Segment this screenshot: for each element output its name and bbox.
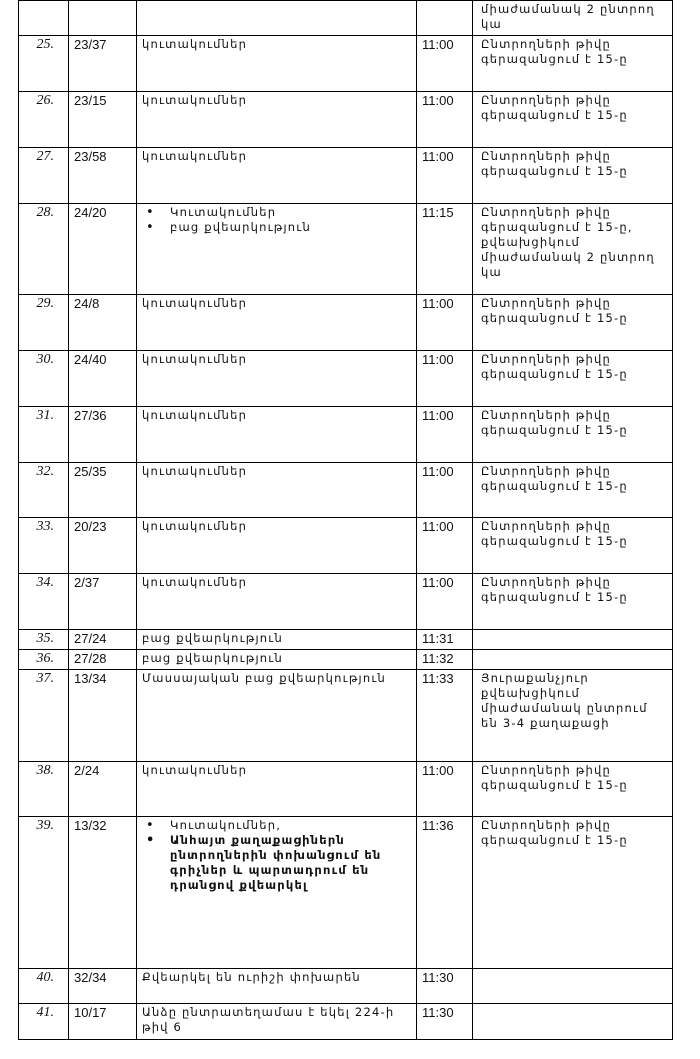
violation-description [137,463,417,518]
note-cell [473,630,673,650]
row-number: 41. [19,1004,69,1040]
row-number: 32. [19,463,69,518]
precinct-code: 2/24 [69,762,137,817]
time-cell: 11:00 [417,148,473,204]
description-text: կուտակումներ [142,763,248,777]
table-row [19,518,673,574]
precinct-code: 24/40 [69,351,137,407]
time-cell: 11:33 [417,670,473,762]
table-row [19,969,673,1004]
bullet-item: • Կուտակումներ [142,205,411,220]
row-number: 28. [19,204,69,295]
row-number: 26. [19,92,69,148]
table-row [19,817,673,969]
precinct-code: 2/37 [69,574,137,630]
table-row [19,630,673,650]
note-cell: Ընտրողների թիվը գերազանցում է 15-ը [473,36,673,92]
row-number: 25. [19,36,69,92]
description-text: Անձը ընտրատեղամաս է եկել 224-ի թիվ 6 [142,1005,395,1034]
violation-description [137,762,417,817]
time-cell: 11:30 [417,1004,473,1040]
row-number: 27. [19,148,69,204]
time-cell: 11:00 [417,351,473,407]
note-cell: Ընտրողների թիվը գերազանցում է 15-ը [473,295,673,351]
precinct-code: 13/32 [69,817,137,969]
time-cell: 11:00 [417,92,473,148]
time-cell: 11:36 [417,817,473,969]
violation-description [137,295,417,351]
time-cell: 11:30 [417,969,473,1004]
violation-description [137,518,417,574]
note-cell: Ընտրողների թիվը գերազանցում է 15-ը [473,92,673,148]
precinct-code: 23/37 [69,36,137,92]
table-row [19,670,673,762]
description-text: Մասսայական բաց քվեարկություն [142,671,387,685]
row-number: 33. [19,518,69,574]
violation-description [137,1004,417,1040]
table-body [19,1,673,1040]
row-number: 37. [19,670,69,762]
table-row [19,650,673,670]
description-text: կուտակումներ [142,93,248,107]
time-cell: 11:00 [417,574,473,630]
violation-description [137,630,417,650]
description-text: կուտակումներ [142,575,248,589]
incident-table [18,0,673,1040]
table-row [19,148,673,204]
precinct-code: 25/35 [69,463,137,518]
note-cell: միաժամանակ 2 ընտրող կա [473,1,673,36]
description-text: կուտակումներ [142,37,248,51]
note-cell: Ընտրողների թիվը գերազանցում է 15-ը [473,351,673,407]
note-cell: Ընտրողների թիվը գերազանցում է 15-ը [473,463,673,518]
time-cell: 11:15 [417,204,473,295]
description-text: կուտակումներ [142,464,248,478]
precinct-code: 27/36 [69,407,137,463]
time-cell: 11:00 [417,36,473,92]
note-cell: Ընտրողների թիվը գերազանցում է 15-ը [473,817,673,969]
description-text: բաց քվեարկություն [142,651,283,665]
precinct-code: 13/34 [69,670,137,762]
precinct-code: 27/24 [69,630,137,650]
row-number: 35. [19,630,69,650]
precinct-code: 24/8 [69,295,137,351]
description-text: կուտակումներ [142,149,248,163]
precinct-code: 20/23 [69,518,137,574]
row-number: 36. [19,650,69,670]
table-row [19,1,673,36]
violation-description [137,574,417,630]
time-cell: 11:00 [417,518,473,574]
violation-description [137,92,417,148]
row-number [19,1,69,36]
row-number: 40. [19,969,69,1004]
time-cell [417,1,473,36]
description-text: կուտակումներ [142,296,248,310]
violation-description [137,670,417,762]
table-row [19,295,673,351]
table-row [19,463,673,518]
row-number: 38. [19,762,69,817]
row-number: 31. [19,407,69,463]
time-cell: 11:00 [417,407,473,463]
table-row [19,762,673,817]
note-cell: Ընտրողների թիվը գերազանցում է 15-ը [473,148,673,204]
bullet-item: • Կուտակումներ, [142,818,411,833]
note-cell: Ընտրողների թիվը գերազանցում է 15-ը, քվեախցիկում միաժամանակ 2 ընտրող կա [473,204,673,295]
note-cell [473,969,673,1004]
description-text: կուտակումներ [142,352,248,366]
precinct-code: 23/15 [69,92,137,148]
violation-description [137,969,417,1004]
note-cell [473,1004,673,1040]
note-cell: Ընտրողների թիվը գերազանցում է 15-ը [473,518,673,574]
table-row [19,204,673,295]
table-row [19,407,673,463]
note-cell [473,650,673,670]
note-cell: Ընտրողների թիվը գերազանցում է 15-ը [473,762,673,817]
description-text: բաց քվեարկություն [142,631,283,645]
note-cell: Յուրաքանչյուր քվեախցիկում միաժամանակ ընտրում են 3-4 քաղաքացի [473,670,673,762]
table-row [19,574,673,630]
table-row [19,1004,673,1040]
precinct-code: 24/20 [69,204,137,295]
violation-description [137,351,417,407]
violation-description [137,36,417,92]
description-text: Քվեարկել են ուրիշի փոխարեն [142,970,361,984]
row-number: 39. [19,817,69,969]
row-number: 34. [19,574,69,630]
bullet-item: • Անհայտ քաղաքացիներն ընտրողներին փոխանցում են գրիչներ և պարտադրում են դրանցով քվեարկել [142,833,411,893]
time-cell: 11:00 [417,463,473,518]
violation-description [137,1,417,36]
table-row [19,36,673,92]
time-cell: 11:31 [417,630,473,650]
precinct-code: 10/17 [69,1004,137,1040]
precinct-code [69,1,137,36]
note-cell: Ընտրողների թիվը գերազանցում է 15-ը [473,574,673,630]
precinct-code: 32/34 [69,969,137,1004]
description-text: կուտակումներ [142,519,248,533]
precinct-code: 23/58 [69,148,137,204]
time-cell: 11:00 [417,762,473,817]
violation-description [137,204,417,295]
violation-description [137,148,417,204]
violation-description [137,650,417,670]
violation-description [137,817,417,969]
row-number: 30. [19,351,69,407]
table-row [19,92,673,148]
row-number: 29. [19,295,69,351]
precinct-code: 27/28 [69,650,137,670]
description-text: կուտակումներ [142,408,248,422]
table-row [19,351,673,407]
bullet-item: • բաց քվեարկություն [142,220,411,235]
violation-description [137,407,417,463]
document-page [18,0,672,1040]
note-cell: Ընտրողների թիվը գերազանցում է 15-ը [473,407,673,463]
time-cell: 11:32 [417,650,473,670]
time-cell: 11:00 [417,295,473,351]
